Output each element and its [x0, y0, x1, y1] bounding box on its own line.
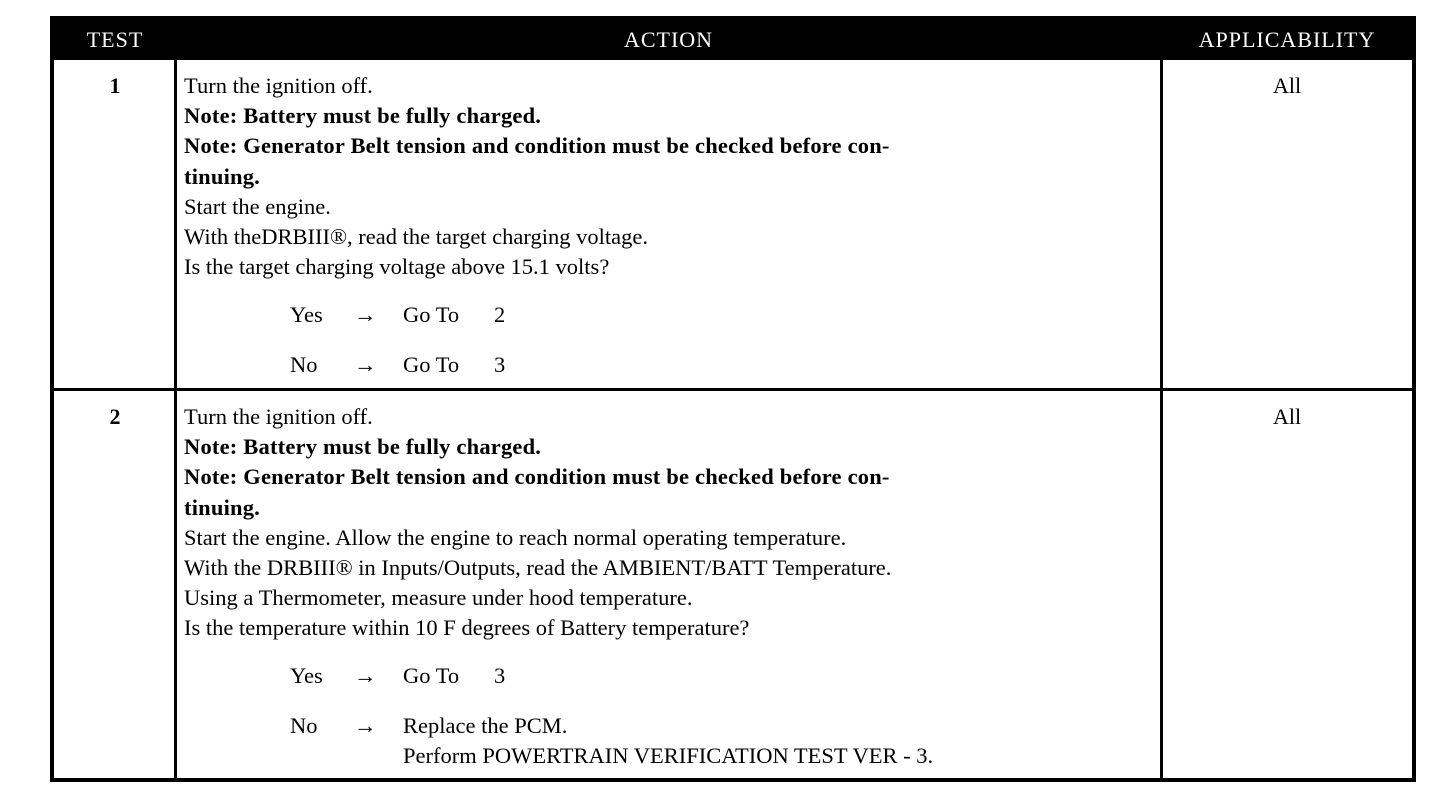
goto-label: Go To	[403, 352, 460, 378]
yes-label: Yes	[290, 662, 323, 688]
row-2-test-number: 2	[109, 404, 121, 429]
arrow-icon: →	[354, 712, 377, 738]
no-action	[403, 711, 933, 771]
row-2-line-7: Using a Thermometer, measure under hood temperature.	[184, 585, 693, 611]
verification-test-text: Perform POWERTRAIN VERIFICATION TEST VER - 3.	[403, 742, 934, 768]
table-header	[54, 20, 1412, 60]
row-2-note-belt-cont: tinuing.	[184, 494, 261, 520]
row-2-line-1: Turn the ignition off.	[184, 404, 373, 429]
diagnostic-test-table	[50, 16, 1416, 782]
goto-label: Go To	[403, 662, 460, 688]
yes-label: Yes	[290, 302, 323, 328]
row-2-yes-response	[184, 661, 1156, 711]
arrow-icon: →	[354, 302, 377, 328]
header-action: ACTION	[623, 27, 714, 52]
row-1-action	[184, 71, 1156, 400]
arrow-icon: →	[354, 352, 377, 378]
row-2-note-belt: Note: Generator Belt tension and condition must be checked before con-	[184, 464, 890, 490]
goto-target: 2	[494, 302, 506, 328]
no-label: No	[290, 352, 318, 378]
row-2-action	[184, 402, 1156, 771]
row-1-line-5: Start the engine.	[184, 193, 331, 219]
goto-label: Go To	[403, 302, 460, 328]
row-2-line-6: With the DRBIII® in Inputs/Outputs, read the AMBIENT/BATT Temperature.	[184, 555, 892, 581]
no-label: No	[290, 712, 318, 738]
row-1-note-belt: Note: Generator Belt tension and condition must be checked before con-	[184, 133, 890, 159]
row-1-no-response	[184, 350, 1156, 400]
header-test: TEST	[86, 27, 144, 52]
goto-target: 3	[494, 662, 506, 688]
row-1-applicability: All	[1272, 73, 1302, 98]
row-1-yes-response	[184, 300, 1156, 350]
row-1-question: Is the target charging voltage above 15.1 volts?	[184, 254, 610, 280]
row-1-test-number: 1	[109, 73, 121, 98]
arrow-icon: →	[354, 662, 377, 688]
row-1-line-6: With theDRBIII®, read the target charging voltage.	[184, 224, 648, 250]
goto-target: 3	[494, 352, 506, 378]
header-applicability: APPLICABILITY	[1198, 27, 1376, 52]
row-2-note-battery: Note: Battery must be fully charged.	[184, 434, 542, 460]
row-1-line-1: Turn the ignition off.	[184, 73, 373, 98]
row-2-applicability: All	[1272, 404, 1302, 429]
row-2-line-5: Start the engine. Allow the engine to reach normal operating temperature.	[184, 524, 847, 550]
row-2-no-response	[184, 711, 1156, 771]
row-1-note-battery: Note: Battery must be fully charged.	[184, 103, 542, 129]
row-1-note-belt-cont: tinuing.	[184, 163, 261, 189]
row-2-question: Is the temperature within 10 F degrees of Battery temperature?	[184, 615, 750, 641]
replace-pcm-text: Replace the PCM.	[403, 712, 568, 738]
